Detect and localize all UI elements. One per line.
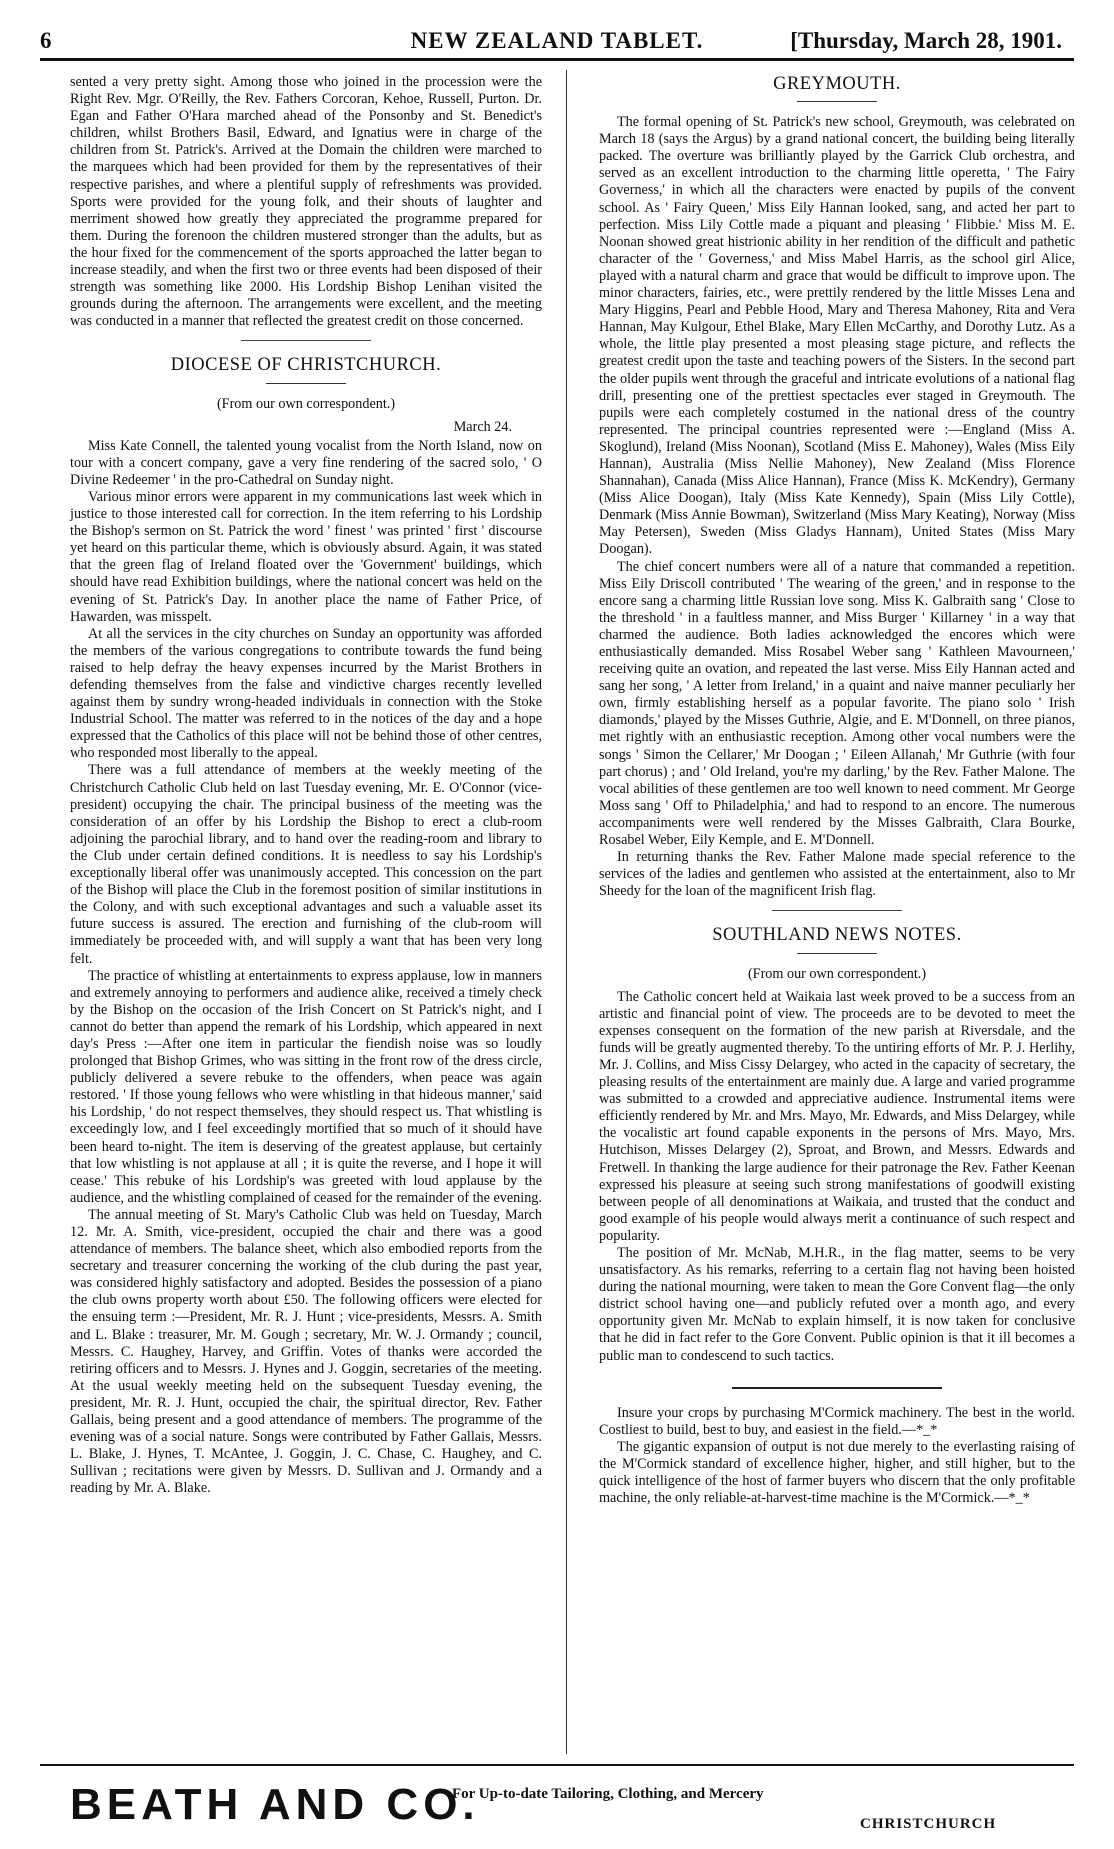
advert-paragraph: The gigantic expansion of output is not due merely to the everlasting raising of the M'Cormick standard of excellence higher, higher, and still higher, but to the quick intelligence of the host of farmer buyers who discern that the only profitable machine, the only reliable-at-harvest-time machine is the M'Cormick.—*_*	[599, 1438, 1075, 1507]
page-header	[0, 28, 1114, 58]
article-paragraph: The Catholic concert held at Waikaia last week proved to be a success from an artistic and financial point of view. The proceeds are to be devoted to meet the expenses consequent on the formation of the new parish at Riversdale, and the funds will be greatly augmented thereby. To the untiring efforts of Mr. P. J. Herlihy, Mr. J. Collins, and Miss Cissy Delargey, who acted in the capacity of secretary, the pleasing results of the entertainment are mainly due. A large and varied programme was submitted to a crowded and appreciative audience. Instrumental items were efficiently rendered by Mr. and Mrs. Mayo, Mr. Edwards, and Miss Delargey, while the vocalistic art found capable exponents in the persons of Mrs. Mayo, Mrs. Hutchison, Misses Delargey (2), Sproat, and Brown, and Messrs. Edwards and Fretwell. In thanking the large audience for their patronage the Rev. Father Keenan expressed his pleasure at seeing such strong manifestations of goodwill existing between people of all denominations at Waikaia, and trusted that the conduct and good example of his people would always merit a continuance of such respect and popularity.	[599, 988, 1075, 1244]
header-rule	[40, 58, 1074, 61]
advert-city: CHRISTCHURCH	[860, 1816, 997, 1832]
footer-rule	[40, 1764, 1074, 1766]
advertiser-name: BEATH AND CO.	[70, 1780, 480, 1829]
article-paragraph: The position of Mr. McNab, M.H.R., in the flag matter, seems to be very unsatisfactory. As his remarks, referring to a certain flag not having been hoisted during the national mourning, were taken to mean the Gore Convent flag—the only district school having one—and publicly refuted over a month ago, and every opportunity given Mr. McNab to explain himself, it is now taken for conclusive that he did in fact refer to the Gore Convent. Public opinion is that it ill becomes a public man to condescend to such tactics.	[599, 1245, 1075, 1364]
article-paragraph: The chief concert numbers were all of a nature that commanded a repetition. Miss Eily Driscoll contributed ' The wearing of the green,' and in response to the encore sang a charming little Russian love song. Miss K. Galbraith sang ' Close to the threshold ' in a faultless manner, and Miss Burger ' Killarney ' in a way that charmed the audience. Both ladies acknowledged the encores which were enthusiastically demanded. Miss Rosabel Weber sang ' Kathleen Mavourneen,' receiving quite an ovation, and repeated the last verse. Miss Eily Hannan acted and sang her song, ' A letter from Ireland,' in a quaint and naive manner peculiarly her own, firmly establishing herself as a popular favorite. The piano solo ' Irish diamonds,' played by the Misses Guthrie, Algie, and E. M'Donnell, on three pianos, met rightly with an enthusiastic reception. Among other vocal numbers were the songs ' Simon the Cellarer,' Mr Doogan ; ' Eileen Allanah,' Mr Guthrie (with four part chorus) ; and ' Old Ireland, you're my darling,' by the Rev. Father Malone. The vocal abilities of these gentlemen are too well known to need comment. Mr George Moss sang ' Off to Philadelphia,' and had to respond to an encore. The numerous accompaniments were well rendered by the Misses Galbraith, Clara Bourke, Rosabel Weber, Eily Kemple, and E. M'Donnell.	[599, 558, 1075, 849]
section-divider	[772, 910, 902, 911]
article-paragraph: There was a full attendance of members at the weekly meeting of the Christchurch Catholic Club held on last Tuesday evening, Mr. E. O'Connor (vice-president) occupying the chair. The principal business of the meeting was the consideration of an offer by his Lordship the Bishop to erect a club-room adjoining the parochial library, and to hand over the reading-room and library to the Club under certain defined conditions. It is needless to say his Lordship's exceptionally liberal offer was unanimously accepted. This concession on the part of the Bishop will place the Club in the foremost position of similar institutions in the Colony, and with such exceptional advantages and such a valuable asset its future success is assured. The erection and furnishing of the club-room will immediately be proceeded with, and will supply a want that has been very long felt.	[70, 762, 542, 967]
section-divider	[241, 340, 371, 341]
article-paragraph: The annual meeting of St. Mary's Catholic Club was held on Tuesday, March 12. Mr. A. Smith, vice-president, occupied the chair and there was a good attendance of members. The balance sheet, which also embodied reports from the secretary and treasurer concerning the working of the club during the past year, was considered highly satisfactory and adopted. Besides the possession of a piano the club owns property worth about £50. The following officers were elected for the ensuing term :—President, Mr. R. J. Hunt ; vice-presidents, Messrs. A. Smith and L. Blake : treasurer, Mr. M. Gough ; secretary, Mr. W. J. Ormandy ; council, Messrs. C. Haughey, Harvey, and Griffin. Votes of thanks were accorded the retiring officers and to Messrs. J. Hynes and J. Goggin, secretaries of the meeting. At the usual weekly meeting held on the subsequent Tuesday evening, the president, Mr. R. J. Hunt, occupied the chair, the spiritual director, Rev. Father Gallais, being present and a good attendance of members. The programme of the evening was of a social nature. Songs were contributed by Father Gallais, Messrs. L. Blake, J. Hynes, T. McAntee, J. Goggin, J. C. Chase, C. Haughey, and C. Sullivan ; recitations were given by Messrs. D. Sullivan and J. Ormandy and a reading by Mr. A. Blake.	[70, 1206, 542, 1497]
article-paragraph: Miss Kate Connell, the talented young vocalist from the North Island, now on tour with a concert company, gave a very fine rendering of the sacred solo, ' O Divine Redeemer ' in the pro-Cathedral on Sunday night.	[70, 437, 542, 488]
advert-tagline: For Up-to-date Tailoring, Clothing, and Mercery	[452, 1786, 764, 1802]
heading-rule	[797, 101, 877, 102]
diocese-heading: DIOCESE OF CHRISTCHURCH.	[170, 355, 442, 376]
left-column	[70, 74, 542, 1498]
heading-rule	[266, 383, 346, 384]
article-paragraph: In returning thanks the Rev. Father Malone made special reference to the services of the ladies and gentlemen who assisted at the entertainment, also to Mr Sheedy for the loan of the magnificent Irish flag.	[599, 849, 1075, 900]
footer-advert	[0, 1780, 1114, 1840]
correspondent-note: (From our own correspondent.)	[216, 395, 396, 412]
advert-divider	[732, 1387, 942, 1389]
article-paragraph: The practice of whistling at entertainments to express applause, low in manners and extremely annoying to performers and audience alike, received a timely check by the Bishop on the occasion of the Irish Concert on St Patrick's night, and I cannot do better than append the remark of his Lordship, which appeared in next day's Press :—After one item in particular the fiendish noise was so loudly prolonged that Bishop Grimes, who was sitting in the front row of the dress circle, publicly delivered a severe rebuke to the offenders, when peace was again restored. ' If those young fellows who were whistling in that hideous manner,' said his Lordship, ' do not respect themselves, they should respect us. That whistling is exceedingly low, and I feel exceedingly mortified that so much of it should have been heard to-night. The item is deserving of the greatest applause, but certainly that low whistling is not applause at all ; it is quite the reverse, and I hope it will cease.' This rebuke of his Lordship's was greeted with loud applause by the audience, and the whistling complained of ceased for the remainder of the evening.	[70, 967, 542, 1206]
newspaper-title: NEW ZEALAND TABLET.	[410, 28, 704, 53]
advert-paragraph: Insure your crops by purchasing M'Cormick machinery. The best in the world. Costliest to build, best to buy, and easiest in the field.—*_*	[599, 1404, 1075, 1438]
issue-date: [Thursday, March 28, 1901.	[790, 28, 1062, 53]
continued-paragraph: sented a very pretty sight. Among those who joined in the procession were the Right Rev. Mgr. O'Reilly, the Rev. Fathers Corcoran, Kehoe, Russell, Purton. Dr. Egan and Father O'Hara marched ahead of the Ponsonby and St. Benedict's children, whilst Brothers Basil, Edward, and Ignatius were in charge of the children from St. Patrick's. Arrived at the Domain the children were marched to the marquees which had been provided for them by the representatives of their respective parishes, and where a plentiful supply of refreshments was provided. Sports were provided for the young folk, and their shouts of laughter and merriment showed how greatly they appreciated the programme prepared for them. During the forenoon the children mustered stronger than the adults, but as the hour fixed for the commencement of the sports approached the latter began to increase steadily, and when the first two or three events had been disposed of their strength was something like 2000. His Lordship Bishop Lenihan visited the grounds during the afternoon. The arrangements were excellent, and the meeting was conducted in a manner that reflected the greatest credit on those concerned.	[70, 74, 542, 330]
southland-heading: SOUTHLAND NEWS NOTES.	[712, 925, 962, 946]
dateline: March 24.	[453, 418, 512, 435]
column-divider	[566, 70, 567, 1754]
right-column	[599, 74, 1075, 1507]
greymouth-heading: GREYMOUTH.	[773, 74, 901, 94]
heading-rule	[797, 953, 877, 954]
article-paragraph: Various minor errors were apparent in my communications last week which in justice to those interested call for correction. In the item referring to his Lordship the Bishop's sermon on St. Patrick the word ' finest ' was printed ' first ' discourse yet heard on this particular theme, which is obviously absurd. Again, it was stated that the green flag of Ireland floated over the 'Government' buildings, which should have read Exhibition buildings, where the national concert was held on the evening of St. Patrick's Day. In another place the name of Father Price, of Hawarden, was misspelt.	[70, 488, 542, 625]
page-number: 6	[40, 28, 52, 53]
article-paragraph: The formal opening of St. Patrick's new school, Greymouth, was celebrated on March 18 (says the Argus) by a grand national concert, the building being literally packed. The overture was brilliantly played by the Garrick Club orchestra, and served as an excellent introduction to the charming little operetta, ' The Fairy Governess,' in which all the characters were enacted by pupils of the convent school. As ' Fairy Queen,' Miss Eily Hannan looked, sang, and acted her part to perfection. Miss Lily Cottle made a piquant and pleasing ' Flibbie.' Miss M. E. Noonan showed great histrionic ability in her rendition of the difficult and pathetic character of the ' Governess,' and Miss Mabel Harris, as the school girl Alice, played with a natural charm and grace that would be difficult to improve upon. The minor characters, fairies, etc., were prettily rendered by the little Misses Lena and Mary Higgins, Pearl and Pebble Hood, Mary and Theresa Mahoney, Rita and Vera Hannan, May Kulgour, Ethel Blake, Mary Ellen McCarthy, and Dorothy Lutz. As a whole, the little play presented a most pleasing stage picture, and reflects the greatest credit upon the taste and teaching powers of the Sisters. In the second part the older pupils went through the graceful and intricate evolutions of a national flag drill, presenting one of the prettiest spectacles ever staged in Greymouth. The pupils were each completely costumed in the national dress of the country represented. The principal countries represented were :—England (Miss A. Skoglund), Ireland (Miss Noonan), Scotland (Miss E. Mahoney), Wales (Miss Eily Hannan), Australia (Miss Nellie Mahoney), New Zealand (Miss Florence Shannahan), Canada (Miss Alice Hannan), France (Miss K. McKendry), Germany (Miss Alice Doogan), Italy (Miss Kate Kennedy), Spain (Miss Lily Cottle), Denmark (Miss Annie Bowman), Switzerland (Miss Mary Keating), Norway (Miss May Petersen), Sweden (Miss Gladys Hannam), United States (Miss Mary Doogan).	[599, 114, 1075, 558]
article-paragraph: At all the services in the city churches on Sunday an opportunity was afforded the members of the various congregations to contribute towards the fund being raised to help defray the heavy expenses incurred by the Marist Brothers in defending themselves from the false and vindictive charges recently levelled against them by sundry wrong-headed individuals in connection with the Stoke Industrial School. The matter was referred to in the notices of the day and a hope expressed that the Catholics of this place will not be behind those of other centres, who responded most liberally to the appeal.	[70, 625, 542, 762]
correspondent-note: (From our own correspondent.)	[747, 965, 927, 982]
